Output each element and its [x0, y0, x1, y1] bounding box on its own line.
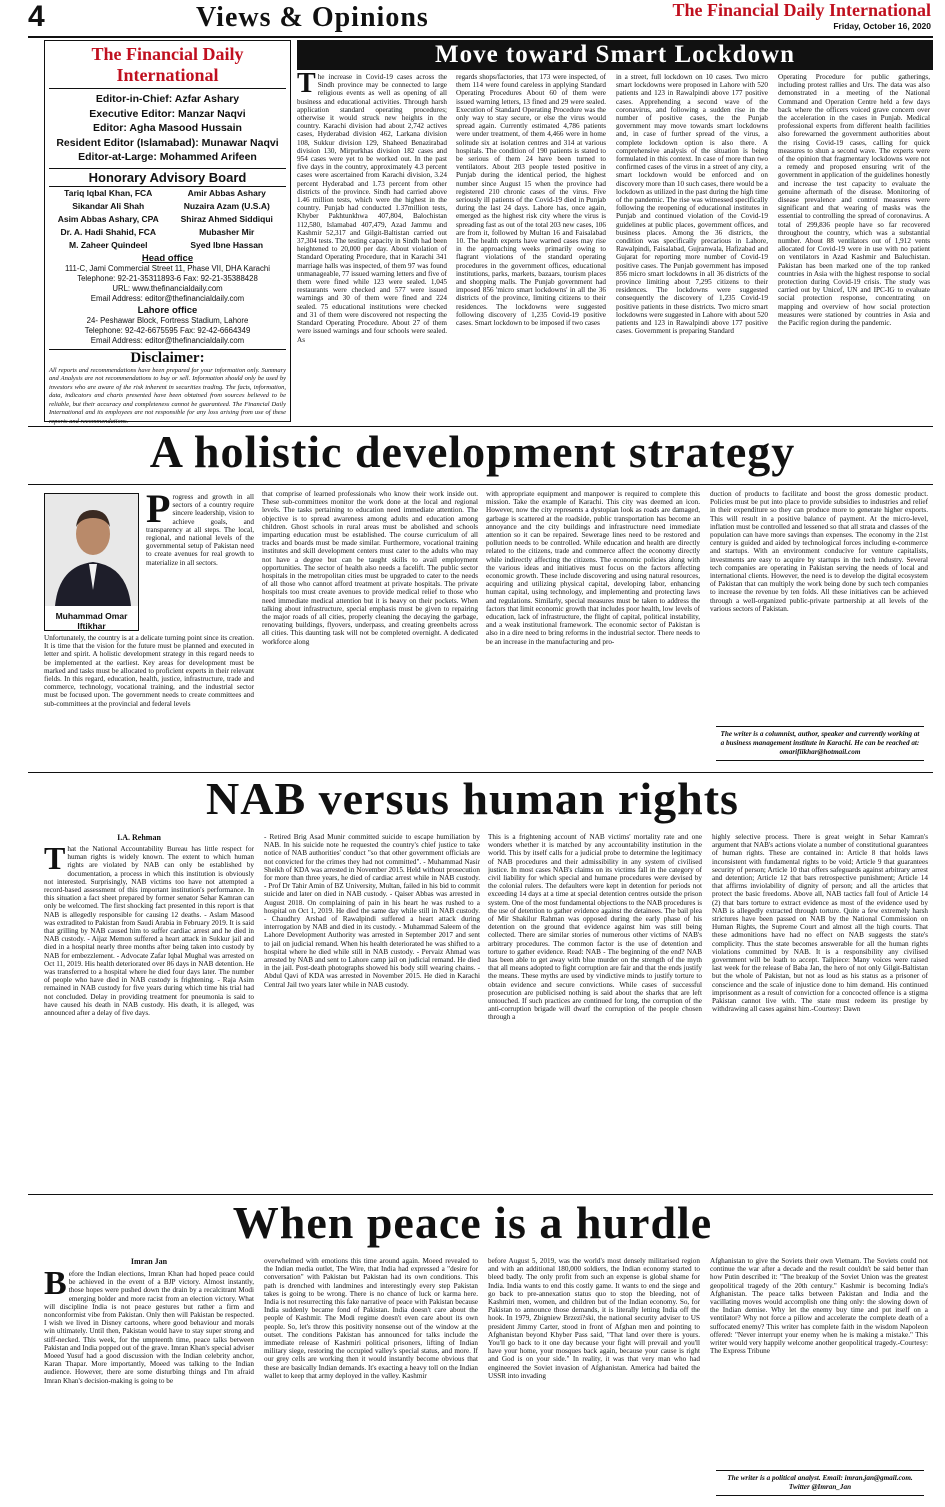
article3-column: This is a frightening account of NAB victims' mortality rate and one wonders whether it is matched by any accountability institution in the world. This by itself calls for a judicial probe to determine the legitimacy of NAB procedures and their admissibility in any system of civilised justice. In most cases NAB's claims on its victims fall in the category of civil liability for which special and humane procedures were devised by the colonial rulers. The defaulters were kept in detention for periods not exceeding 14 days at a time at special detention centres outside the prison system. One of the most fundamental objections to the NAB procedures is the use of detention to gather evidence against the detainees. The bail plea of Mir Shakilur Rahman was opposed during the early phase of his detention on the ground that evidence against him was still being collected. There are similar stories of numerous other victims of NAB's arbitrary procedures. The common factor is the use of detention and torture to gather evidence. Read: NAB - The beginning of the end? NAB has been able to get away with blue murder on the strength of the myth that all means adopted to fight corruption are fair and that the ends justify the means. These myths are used by vindictive minds to justify torture to obtain evidence and secure convictions. While cases of successful prosecution are publicised nothing is said about the sharks that are left untouched. If such practices are continued for long, the corruption of the anti-corruption brigade will dwarf the corruption of the people chosen through a [488, 833, 702, 1022]
section-rule [28, 484, 933, 485]
editor-line: Editor-at-Large: Mohammed Arifeen [78, 151, 257, 163]
head-office-line: Telephone: 92-21-35311893-6 Fax: 92-21-35388428 [77, 273, 258, 283]
article4-column: overwhelmed with emotions this time around again. Moeed revealed to the Indian media outlet, The Wire, that India had expressed a "desire for conversation" with Pakistan but Pakistan had its own conditions. This path is drenched with landmines and interestingly every step Pakistan takes is going to be wrong. There is no chance of luck or karma here. India is not resurrecting this fake narrative of peace with Pakistan because India suddenly became fond of Pakistan. India doesn't care about the people of Kashmir. The Modi regime doesn't even care about its own people. So, let's throw this positivity nonsense out of the window at the outset. The conditions Pakistan has announced for talks include the immediate release of Kashmiri political prisoners, lifting of Indian military siege, restoring the occupied valley's special status, and more. If our grey cells are working then it would instantly become obvious that these are basically Indian demands. It's exacting a heavy toll on the Indian wallet to keep that army deployed in the valley. Kashmir [264, 1257, 478, 1380]
lahore-office-heading: Lahore office [137, 304, 198, 316]
article4-byline: Imran Jan [130, 1257, 168, 1266]
article3-byline: I.A. Rehman [117, 833, 161, 842]
column-text: rogress and growth in all sectors of a country require sincere leadership, vision to achieve goals, and transparency at all steps. The local, regional, and national levels of the governmental setup of Pakistan need to create avenues for real growth to materialize in all sectors. [146, 493, 254, 567]
column-text: efore the Indian elections, Imran Khan had hoped peace could be achieved in the event of a BJP victory. Almost instantly, those hopes were pushed down the drain by a recalcitrant Modi emerging bolder and more racist from an election victory. What will discipline India is not peace gestures but rather a firm and nonconformist vibe from Pakistan. Only then will Pakistan be respected. I wish we lived in Disney cartoons, where good behaviour and morals win ultimately. Until then, Pakistan would have to stay super strong and stiff-necked. This week, for the umpteenth time, peace talks between Pakistan and India popped out of the grave. Imran Khan's special adviser Moeed Yusuf had a good discussion with the Indian celebrity anchor, Karan Thapar. More importantly, Moeed was talking to the Indian audience. However, there are some disturbing things and I'm afraid Imran Khan's decision-making is going to be [44, 1270, 254, 1385]
advisory-heading: Honorary Advisory Board [49, 168, 286, 187]
advisor: Dr. A. Hadi Shahid, FCA [60, 226, 157, 237]
article3-column: highly selective process. There is great weight in Sehar Kamran's argument that NAB's actions violate a number of constitutional guarantees of human rights. These are contained in: Article 8 that holds laws inconsistent with fundamental rights to be void; Article 9 that guarantees security of person; Article 10 that offers safeguards against arbitrary arrest and detention; Article 12 that bars retrospective punishment; Article 14 that affirms inviolability of dignity of person; and all the articles that protect the basic freedoms. Above all, NAB tactics fall foul of Article 14 (2) that bars torture to extract evidence as most of the evidence used by NAB is allegedly extracted through torture. Quite a few extremely harsh strictures have been passed on NAB by the National Commission on Human Rights, the Supreme Court and almost all the high courts. That these admonitions have had no effect on NAB suggests the state's complicity. Thus the state becomes answerable for all the human rights violations committed by NAB. It is a responsibility any civilised government will be loath to accept. Tailpiece: Many voices were raised last week for the release of Baba Jan, the hero of not only Gilgit-Baltistan but the whole of Pakistan, but not as loud as his status as a prisoner of conscience and the scale of injustice done to him demand. His continued imprisonment as a result of conviction for a concocted offence is a stigma Pakistan cannot live with. The state must redeem its prestige by withdrawing all cases against him.-Courtesy: Dawn [712, 833, 928, 1014]
article1-headline: Move toward Smart Lockdown [297, 40, 933, 70]
column-text: hat the National Accountability Bureau has little respect for human rights is widely known. The extent to which human rights are violated by NAB can only be established by documentation, a process in which this institution is obviously not interested. Surprisingly, NAB victims too have not attempted a record-based assessment of this important institution's performance. In this situation a fact sheet prepared by former senator Sehar Kamran can only be welcomed. The first shocking fact presented in this report is that NAB is allegedly responsible for causing 12 deaths. - Aslam Masood was extradited to Pakistan from Saudi Arabia in February 2019. It is said that grilling by NAB caused him to suffer cardiac arrest and he died in NAB custody. - Aijaz Memon suffered a heart attack in Sukkur jail and died in a hospital nearly three months after being taken into custody by NAB for embezzlement. - Advocate Zafar Iqbal Mughal was arrested on Oct 11, 2019. His health deteriorated over 86 days in NAB detention. He was transferred to a hospital where he died four days later. The number of people who have died in NAB custody is frightening. - Raja Asim remained in NAB custody for five years during which time his trial had not concluded. Delay in providing treatment for pneumonia is said to have caused his death in NAB custody. His death, it is alleged, was announced after a delay of five days. [44, 845, 254, 1018]
article4-headline: When peace is a hurdle [232, 1197, 713, 1248]
article4-column: before August 5, 2019, was the world's most densely militarised region and with an additional 180,000 soldiers, the Indian economy started to bleed badly. The only profit from such an expense is global shame for India. India wants to end this costly game. It wants to end the siege and go back to pre-annexation status quo to stop the bleeding, not of Kashmiri men, women, and children but of the Indian economy. So, for Pakistan to announce those demands, it is literally letting India off the hook. In 1979, Zbigniew Brzezi?ski, the national security adviser to US president Jimmy Carter, stood in front of Afghan men and pointing to Afghanistan beyond Khyber Pass said, "That land over there is yours. You'll go back to it one day because your fight will prevail and you'll have your home, your mosques back again, because your cause is right and God is on your side." In reality, it was that very man who had engineered the Soviet invasion of Afghanistan. America had baited the USSR into invading [488, 1257, 700, 1380]
head-office-line: URL: www.thefinancialdaily.com [112, 283, 223, 293]
lahore-office-line: Telephone: 92-42-6675595 Fax: 92-42-6664349 [84, 325, 251, 335]
author-photo [44, 493, 139, 631]
article4-column: Afghanistan to give the Soviets their own Vietnam. The Soviets could not continue the war after a decade and the result couldn't be said better than how Putin described it: "The breakup of the Soviet Union was the greatest geopolitical tragedy of the 20th century." Kashmir is becoming India's Afghanistan. The peace talks between Pakistan and India and the vacillating moves would accomplish one thing only: the slowing down of the Indian demise. Why let the enemy buy time and put itself on a ventilator? Why not force a pillow and accelerate the complete death of a suffocated enemy? This writer has complete faith in the wisdom Napoleon offered: "Never interrupt your enemy when he is making a mistake." This writer would very happily welcome another geopolitical tragedy.-Courtesy: The Express Tribune [710, 1257, 928, 1356]
article2-column: Unfortunately, the country is at a delicate turning point since its creation. It is time that the vision for the future must be planned and executed in letter and spirit. A holistic development strategy in this regard needs to be implemented at the earliest. Key areas for development must be marked and tasks must be allocated to proficient experts in their relevant fields. In this regard, education, health, justice, infrastructure, trade and commerce, technology, vocational training, and the industrial sector must be focused upon. The government needs to create committees and sub-committees at the provincial and federal levels [44, 634, 254, 708]
masthead [672, 0, 931, 31]
head-office-heading: Head office [141, 252, 194, 264]
article1-column: regards shops/factories, that 173 were inspected, of them 114 were found careless in applying Standard Operating Procedures About 60 of them were issued warning letters, 13 fined and 29 were sealed. Execution of Standard Operating Procedure was the only way to stay secure, or else the virus would spread again. Currently estimated 4,786 patients were under treatment, of them 4,466 were in home solitude six at isolation centres and 314 at various hospitals. The condition of 190 patients is stated to be serious of them 24 have been turned to ventilators. About 203 people tested positive in Punjab during the identical period, the highest number since August 15 when the province had registered 210 chronic cases of the virus. Five seriously ill patients of the Covid-19 died in Punjab during the last 24 days. Lahore has, once again, emerged as the highest risk city where the virus is spreading fast as out of the total 203 new cases, 106 are from it, followed by Multan 16 and Faisalabad 10. The health experts have warned cases may rise in the approaching weeks primarily owing to flagrant violations of the standard operating procedures in the government offices, educational institutions, parks, markets, bazaars, tourism places and shopping malls. The Punjab government had imposed 856 'micro smart lockdowns' in all the 36 districts of the province, limiting citizens to their residences. The lockdowns were suggested following discovery of 1,235 Covid-19 positive cases. Smart lockdown to be imposed if two cases [456, 73, 606, 328]
advisor: Amir Abbas Ashary [187, 187, 266, 198]
drop-cap: T [297, 73, 316, 99]
article4-column [44, 1270, 254, 1500]
drop-cap: B [44, 1270, 67, 1302]
section-title: Views & Opinions [196, 2, 429, 33]
advisor: M. Zaheer Quindeel [69, 239, 148, 250]
editor-line: Editor-in-Chief: Azfar Ashary [95, 93, 240, 105]
article2-column: with appropriate equipment and manpower is required to complete this mission. Take the example of Karachi. This city was deemed an icon. However, now the city represents a dystopian look as roads are damaged, garbage is scattered at the roadside, public transportation has become an annoyance and the city buildings and infrastructure need immediate attention so it can be repaired. Sewerage lines need to be restored and pollution needs to be controlled. While education and health are directly related to the citizens, trade and commerce affect the economy directly while indirectly affecting the citizens. The economic policies along with the various ideas and initiatives must focus on the factors affecting economic growth. These include discovering and using natural resources, acquiring and utilizing physical capital, developing labor, enhancing human capital, using technology, and implementing and protecting laws and regulations. Similarly, special measures must be taken to address the factors that limit economic growth that includes poor health, low levels of education, lack of infrastructure, the flight of capital, political instability, and a weak institutional framework. The economic sector of Pakistan is also in a dire need to bring reforms in the industrial sector. There needs to be an increase in the manufacturing and pro- [486, 490, 700, 646]
author-caption: Muhammad Omar Iftikhar [55, 611, 128, 631]
article2-bio: The writer is a columnist, author, speaker and currently working at a business management institute in Karachi. He can be reached at: omarifiikhar@hotmail.com [716, 726, 924, 761]
page-number: 4 [28, 0, 45, 33]
lahore-office-line: 24- Peshawar Block, Fortress Stadium, Lahore [86, 315, 249, 325]
editor-line: Executive Editor: Manzar Naqvi [89, 107, 246, 120]
article1-column [297, 73, 447, 422]
article2-headline: A holistic development strategy [149, 426, 796, 477]
article3-column: - Retired Brig Asad Munir committed suicide to escape humiliation by NAB. In his suicide note he requested the country's chief justice to take notice of NAB authorities' conduct "so that other government officials are not convicted for the crimes they had not committed". - Muhammad Nasir Sheikh of KDA was arrested in November 2015. Held without prosecution for more than three years, he died of cardiac arrest while in NAB custody. - Prof Dr Tahir Amin of BZ University, Multan, failed in his bid to commit suicide and later on died in NAB custody. - Qaiser Abbas was arrested in August 2018. On complaining of pain in his heart he was rushed to a hospital on Oct 1, 2019. He died the same day while still in NAB custody. - Chaudhry Arshad of Rawalpindi suffered a heart attack during interrogation by NAB and died in its custody. - Muhammad Saleem of the Lahore Development Authority was arrested in September 2017 and sent to jail on judicial remand. When his health deteriorated he was shifted to a hospital where he died while still in NAB custody. - Pervaiz Ahmad was arrested by NAB and sent to Lahore camp jail on judicial remand. He died in the jail. Post-death photographs showed his body still wearing chains. - Abdul Qavi of KDA was arrested in November 2015. He died in Karachi Central Jail two years later while in NAB custody. [264, 833, 480, 989]
drop-cap: P [146, 493, 171, 531]
article4-bio: The writer is a political analyst. Email: imran.jan@gmail.com. Twitter @Imran_Jan [716, 1470, 924, 1496]
editorial-box-title: The Financial Daily International [49, 44, 286, 89]
article2-column: that comprise of learned professionals who know their work inside out. These sub-committees monitor the work done at the local and regional levels. The tasks pertaining to education need immediate attention. The objective is to spread awareness among adults and education among children. Ghost schools in rural areas must be abolished and schools imparting education must be established. The course curriculum of all tracks and boards must be made similar. Furthermore, vocational training institutes and skill development centers must cater to the adults who may not have a degree but can be taught skills to avail employment opportunities. The sector of health also needs a facelift. The public sector hospitals in the metropolitan cities must be upgraded to cater to the needs of all those who cannot afford treatment at private hospitals. The private hospitals too must create avenues to provide medical relief to those who need immediate medical attention but it is heavy on their pockets. When talking about infrastructure, special emphasis must be given to repairing the major roads of all cities, properly cleaning the decaying the garbage, renovating buildings, flyovers, underpass, and creating greenbelts across all cities. This daunting task will not be completed overnight. A dedicated workforce along [262, 490, 478, 646]
advisor: Shiraz Ahmed Siddiqui [180, 213, 273, 224]
masthead-title: The Financial Daily International [672, 0, 931, 20]
author-portrait-icon [45, 494, 139, 606]
advisor: Syed Ibne Hassan [190, 239, 264, 250]
advisor: Asim Abbas Ashary, CPA [57, 213, 159, 224]
head-office-line: Email Address: editor@thefinancialdaily.com [90, 293, 245, 303]
column-text: he increase in Covid-19 cases across the Sindh province may be connected to large religious events as well as opening of all business and educational activities. Through harsh application standard operating procedures; otherwise it would struck new heights in the country. Karachi division had about 2,742 actives cases, Hyderabad division 462, Larkana division 108, Sukkur division 129, Shaheed Benazirabad division 130, Mirpurkhas division 182 cases and 954 cases were yet to be worked out. In the past five days in the country, approximately 4.3 percent cases were ascertained from Karachi division, 3.24 percent Hyderabad and 1.73 percent from other districts of the province. Sindh had carried above 1.46 million tests, which were the highest in the country. Punjab had conducted 1.37million tests, Khyber Pakhtunkhwa 407,804, Balochistan 112,580, Islamabad 407,479, Azad Jammu and Kashmir 52,317 and Gilgit-Baltistan carried out 37,304 tests. The testing capacity in Sindh had been heightened to 20,000 per day. About violation of Standard Operating Procedure, that in Karachi 341 marriage halls was inspected, of them 97 was found unmanageable, 77 issued warning letters and five of them were fined while 123 were sealed. 1,045 restaurants were checked and 577 were issued warnings and 30 of them were fined and 224 sealed. 75 educational institutions were checked and 31 of them were discovered not respecting the Standard Operating Procedure. About 27 of them were issued warnings and four schools were sealed. As [297, 73, 447, 344]
head-office-line: 111-C, Jami Commercial Street 11, Phase VII, DHA Karachi [65, 263, 270, 273]
lahore-office-line: Email Address: editor@thefinancialdaily.com [90, 335, 245, 345]
drop-cap: T [44, 845, 66, 876]
advisor: Tariq Iqbal Khan, FCA [64, 187, 153, 198]
editor-line: Resident Editor (Islamabad): Munawar Naqvi [56, 136, 279, 149]
disclaimer-text: All reports and recommendations have been prepared for your information only. Summary and Analysis are not recommendations to buy or sell. Information should only be used by investors who are aware of the risk inherent in securities trading. The facts, information, data, indicators and charts presented have been obtained from sources believed to be reliable, but their accuracy and completeness cannot be guaranteed. The Financial Daily International and its employees are not responsible for any loss arising from use of these reports and recommendations. [49, 366, 286, 426]
disclaimer-heading: Disclaimer: [49, 349, 286, 367]
article2-intro [146, 493, 254, 633]
article3-column [44, 845, 254, 1190]
advisor: Sikandar Ali Shah [72, 200, 145, 211]
advisor: Mubasher Mir [199, 226, 255, 237]
editor-line: Editor: Agha Masood Hussain [93, 122, 242, 134]
editorial-box [44, 40, 291, 426]
article2-column: duction of products to facilitate and boost the gross domestic product. Policies must be put into place to provide subsidies to industries and relief in their expenditure so they can produce more to generate higher exports. This will result in a positive balance of payment. At the micro-level, inflation must be controlled and lessened so that all strata and classes of the population can have more savings than expenses. The economy in the 21st century is guided and aided by technological forces including e-commerce and startups. With an environment conducive for venture capitalists, investments are easy to acquire by startups in the tech industry. Several tech companies are operating in Pakistan serving the needs of local and international clients. However, the need is to develop the digital ecosystem of Pakistan that can multiply the work being done by such tech companies to increase the revenue by ten folds. All these initiatives can be achieved through a well-organized public-private partnership at all levels of the various sectors of Pakistan. [710, 490, 928, 613]
article1-column: in a street, full lockdown on 10 cases. Two micro smart lockdowns were proposed in Lahore with 520 patients and 123 in Rawalpindi above 177 positive cases. Apprehending a second wave of the coronavirus, and following a sudden rise in the number of positive cases, the the Punjab government may move towards smart lockdowns and, in case of further spread of the virus, a complete lockdown option is also there. A comprehensive analysis of the situation is being formulated in this context. In case of more than two confirmed cases of the virus in a street of any city, a smart lockdown would be enforced and on discovery more than 10 such cases, there would be a lockdown as utilized in the past during the high time of the pandemic. The rise was witnessed specifically following the reopening of educational institutes in Punjab and continued violation of the Covid-19 guidelines at public places, government offices, and business places. Among the 36 districts, the condition was specifically precarious in Lahore, Rawalpindi, Faisalabad, Gujranwala, Hafizabad and Gujarat for reporting more number of Covid-19 positive cases. The Punjab government has imposed 856 micro smart lockdowns in all 36 districts of the province limiting about 7,295 citizens to their residences. The lockdowns were suggested consequently the discovery of 1,235 Covid-19 positive patients in these districts. Two micro smart lockdowns were suggested in Lahore with about 520 patients and 123 in Rawalpindi above 177 positive cases. Government is preparing Standard [616, 73, 768, 336]
advisory-list [49, 187, 286, 252]
article3-headline: NAB versus human rights [206, 773, 739, 824]
article1-column: Operating Procedure for public gatherings, including protest rallies and Urs. The data was also demonstrated in a meeting of the National Command and Operation Centre held a few days back where the officers voiced grave concern over the acceleration in the cases in Punjab. Medical professional experts from different health facilities also forewarned the government authorities about the rising Covid-19 cases, calling for quick measures to shun a second wave. The experts were of the opinion that fragmentary lockdowns were not a remedy and proposed ensuring writ of the government in application of the guidelines honestly and increase the test capacity to evaluate the genuine aftermath of the disease. Monitoring of disease prevalence and control measures were significant and that wearing of masks was the essential to controlling the spread of coronavirus. A total of 299,836 people have so far recovered throughout the country, which was a substantial number. About 88 ventilators out of 1,912 vents allocated for Covid-19 were in use with no patient on ventilators in Azad Kashmir and Baluchistan. Pakistan has been marked one of the top ranked countries in Asia with the highest response to social protection during Covid-19 crisis. The study was carried out by Unicef, UN and IPC-IG to evaluate social protection response, concentrating on mapping and overview of how social protection measures were stationed by countries in Asia and the Pacific region during the pandemic. [778, 73, 930, 328]
header-rule [28, 36, 933, 38]
advisor: Nuzaira Azam (U.S.A) [183, 200, 270, 211]
issue-date: Friday, October 16, 2020 [833, 21, 931, 31]
